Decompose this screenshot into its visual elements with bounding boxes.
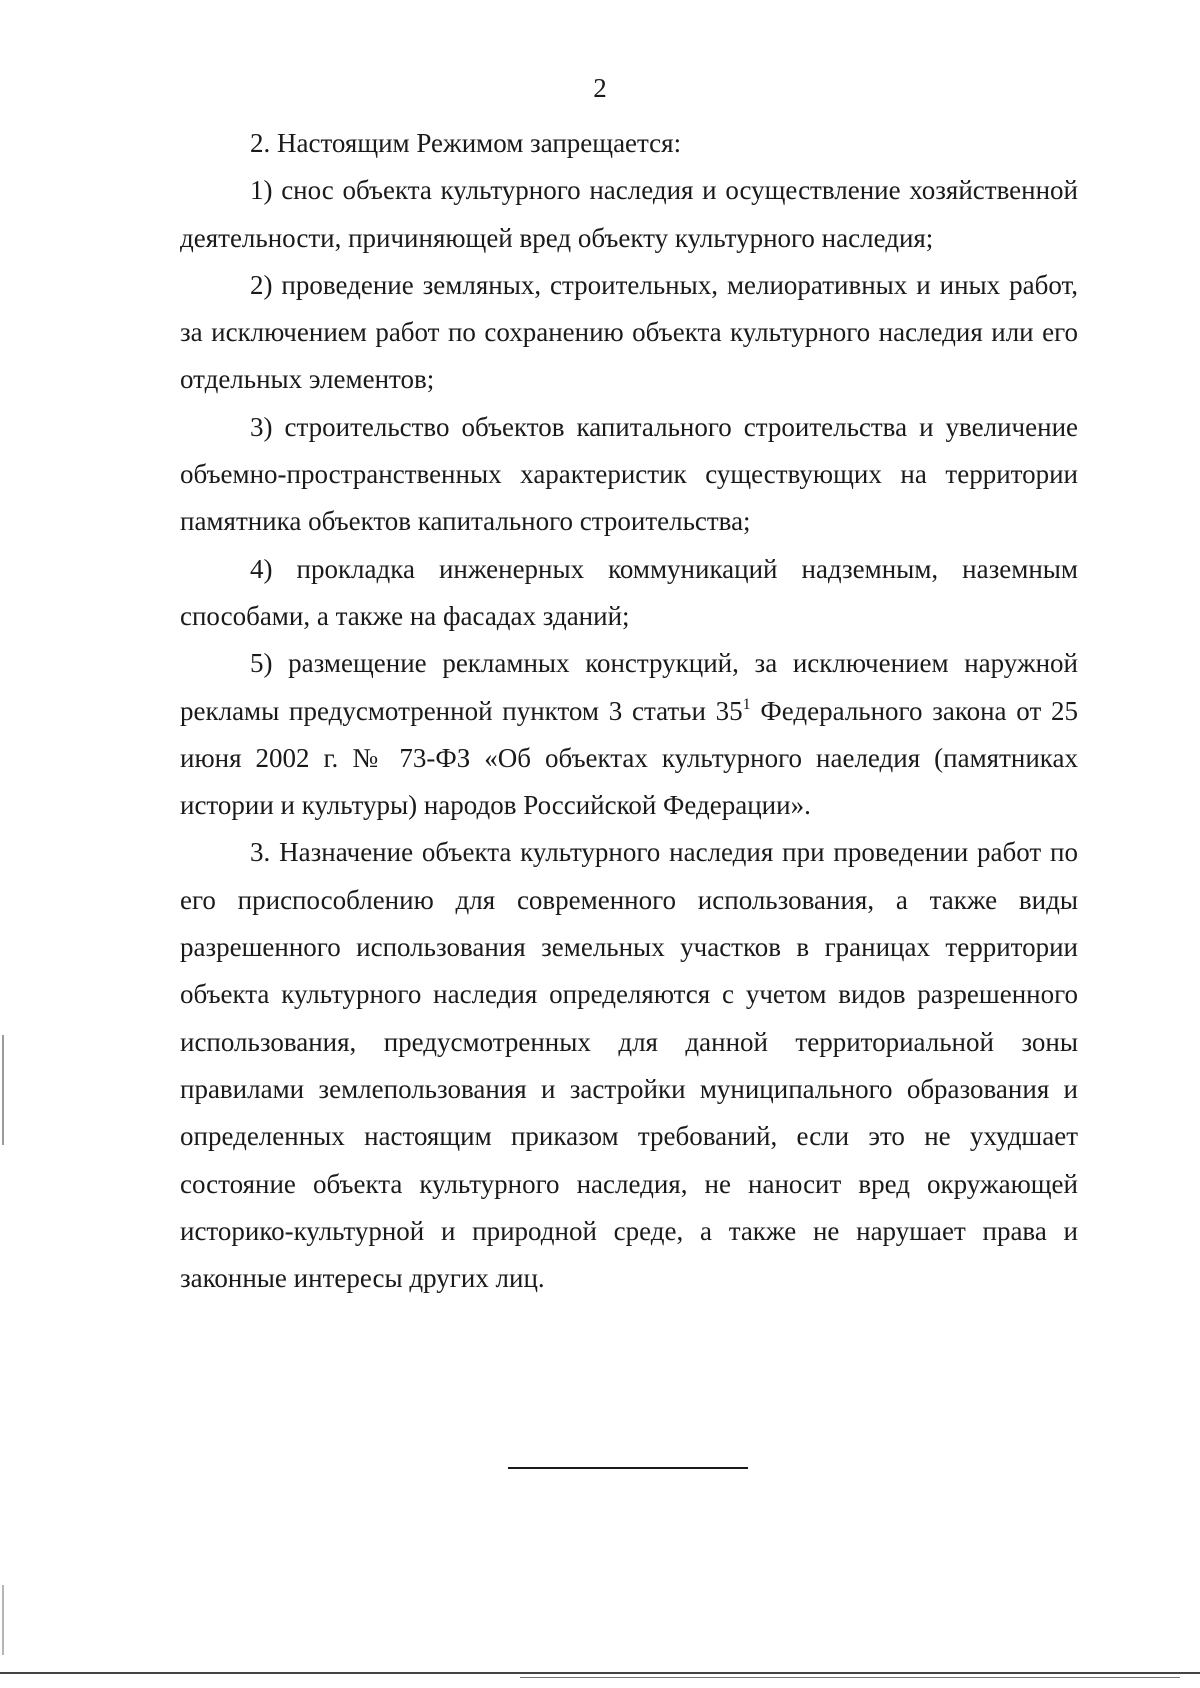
paragraph-item-3: 3) строительство объектов капитального строительства и увеличение объемно-пространственных характеристик существующих на территории памятника объектов капитального строительства; [180,411,1078,537]
paragraph-item-5 [180,640,1078,829]
page-number: 2 [593,73,607,103]
paragraph-item-5-text-rest: Федерального закона от 25 июня 2002 г. № 73-ФЗ «Об объектах культурного наеледия (памятниках истории и культуры) народов Российской Федерации». [180,695,1078,821]
paragraph-item-4: 4) прокладка инженерных коммуникаций надземным, наземным способами, а также на фасадах зданий; [180,553,1078,631]
scan-edge-line [520,1677,1180,1678]
superscript-1: 1 [742,695,751,713]
end-of-document-rule [508,1467,748,1469]
paragraph-section-2: 2. Настоящим Режимом запрещается: [250,128,682,158]
document-body [180,120,1078,1302]
paragraph-item-5-text: 5) размещение рекламных конструкций, за исключением наружной рекламы предусмотренной пунктом 3 статьи 35 [180,648,1078,726]
paragraph-item-1: 1) снос объекта культурного наследия и осуществление хозяйственной деятельности, причиняющей вред объекту культурного наследия; [180,175,1078,253]
scan-edge-line [0,1672,1200,1674]
scan-edge-mark [2,1585,4,1655]
scan-edge-mark [2,1035,4,1145]
paragraph-section-3: 3. Назначение объекта культурного наследия при проведении работ по его приспособлению для современного использования, а также виды разрешенного использования земельных участков в границах территории объекта культурного наследия определяются с учетом видов разрешенного использования, предусмотренных для данной территориальной зоны правилами землепользования и застройки муниципального образования и определенных настоящим приказом требований, если это не ухудшает состояние объекта культурного наследия, не наносит вред окружающей историко-культурной и природной среде, а также не нарушает права и законные интересы других лиц. [180,837,1078,1294]
paragraph-item-2: 2) проведение земляных, строительных, мелиоративных и иных работ, за исключением работ по сохранению объекта культурного наследия или его отдельных элементов; [180,269,1078,395]
